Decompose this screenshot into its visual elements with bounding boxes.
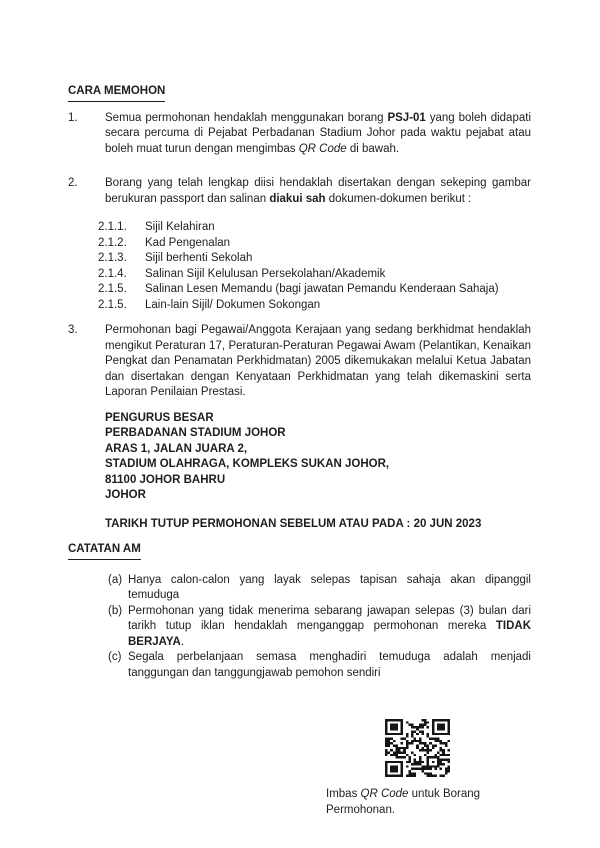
item-text: Borang yang telah lengkap diisi hendaklah disertakan dengan sekeping gambar berukuran passport dan salinan diakui sah dokumen-dokumen berikut : bbox=[105, 177, 531, 205]
item-text: Permohonan bagi Pegawai/Anggota Kerajaan yang sedang berkhidmat hendaklah mengikut Peraturan 17, Peraturan-Peraturan Pegawai Awam (Pelantikan, Kenaikan Pengkat dan Penamatan Perkhidmatan) 2005 dikemukakan melalui Ketua Jabatan dan disertakan dengan Kenyataan Perkhidmatan yang telah dikemaskini serta Laporan Penilaian Prestasi. bbox=[105, 324, 531, 398]
note-marker: (a) bbox=[108, 573, 123, 586]
sub-item bbox=[98, 251, 531, 267]
sub-item bbox=[98, 298, 531, 314]
address-line: PERBADANAN STADIUM JOHOR bbox=[105, 427, 286, 439]
note-item-c bbox=[108, 650, 531, 681]
notes-list bbox=[108, 573, 531, 682]
heading-cara-memohon: CARA MEMOHON bbox=[68, 84, 165, 102]
address-line: STADIUM OLAHRAGA, KOMPLEKS SUKAN JOHOR, bbox=[105, 458, 390, 470]
sub-item-text: Sijil berhenti Sekolah bbox=[145, 252, 253, 264]
note-item-a bbox=[108, 573, 531, 604]
sub-item bbox=[98, 220, 531, 236]
sub-item-text: Lain-lain Sijil/ Dokumen Sokongan bbox=[145, 298, 321, 311]
section-cara-memohon-heading bbox=[68, 84, 531, 102]
address-line: JOHOR bbox=[105, 489, 146, 501]
sub-item-number: 2.1.4. bbox=[98, 267, 127, 280]
item-text: Semua permohonan hendaklah menggunakan borang PSJ-01 yang boleh didapati secara percuma di Pejabat Perbadanan Stadium Johor pada waktu pejabat atau boleh muat turun dengan mengimbas QR Code di bawah. bbox=[105, 111, 531, 155]
qr-caption: Imbas QR Code untuk Borang Permohonan. bbox=[326, 788, 481, 816]
item-number: 2. bbox=[68, 177, 78, 189]
note-marker: (b) bbox=[108, 604, 123, 617]
sub-item-number: 2.1.5. bbox=[98, 283, 127, 295]
heading-catatan-am: CATATAN AM bbox=[68, 542, 141, 560]
note-item-b bbox=[108, 604, 531, 651]
item-number: 1. bbox=[68, 111, 78, 124]
qr-code-icon bbox=[385, 719, 450, 777]
sub-item bbox=[98, 267, 531, 283]
numbered-item-2 bbox=[68, 176, 531, 207]
deadline-line: TARIKH TUTUP PERMOHONAN SEBELUM ATAU PADA : 20 JUN 2023 bbox=[105, 517, 482, 530]
note-text: Segala perbelanjaan semasa menghadiri temuduga adalah menjadi tanggungan dan tanggungjawab pemohon sendiri bbox=[128, 651, 531, 679]
sub-item bbox=[98, 282, 531, 298]
sub-item-text: Salinan Lesen Memandu (bagi jawatan Pemandu Kenderaan Sahaja) bbox=[145, 283, 499, 295]
sub-item-text: Kad Pengenalan bbox=[145, 236, 231, 249]
sub-item bbox=[98, 236, 531, 252]
note-text: Permohonan yang tidak menerima sebarang jawapan selepas (3) bulan dari tarikh tutup iklan hendaklah menganggap permohonan mereka TIDAK BERJAYA. bbox=[128, 604, 531, 648]
numbered-item-1 bbox=[68, 111, 531, 158]
address-line: ARAS 1, JALAN JUARA 2, bbox=[105, 442, 248, 455]
item-number: 3. bbox=[68, 324, 78, 336]
note-text: Hanya calon-calon yang layak selepas tapisan sahaja akan dipanggil temuduga bbox=[128, 573, 531, 601]
sub-item-number: 2.1.1. bbox=[98, 221, 127, 233]
sub-item-number: 2.1.2. bbox=[98, 236, 127, 249]
sub-item-text: Sijil Kelahiran bbox=[145, 221, 215, 233]
address-line: 81100 JOHOR BAHRU bbox=[105, 473, 226, 486]
sub-item-text: Salinan Sijil Kelulusan Persekolahan/Akademik bbox=[145, 267, 386, 280]
sub-item-number: 2.1.3. bbox=[98, 252, 127, 264]
address-block bbox=[105, 411, 531, 504]
document-sublist bbox=[98, 220, 531, 313]
address-line: PENGURUS BESAR bbox=[105, 411, 214, 424]
note-marker: (c) bbox=[108, 651, 122, 663]
numbered-item-3 bbox=[68, 323, 531, 401]
section-catatan-am-heading bbox=[68, 542, 531, 560]
sub-item-number: 2.1.5. bbox=[98, 298, 127, 311]
